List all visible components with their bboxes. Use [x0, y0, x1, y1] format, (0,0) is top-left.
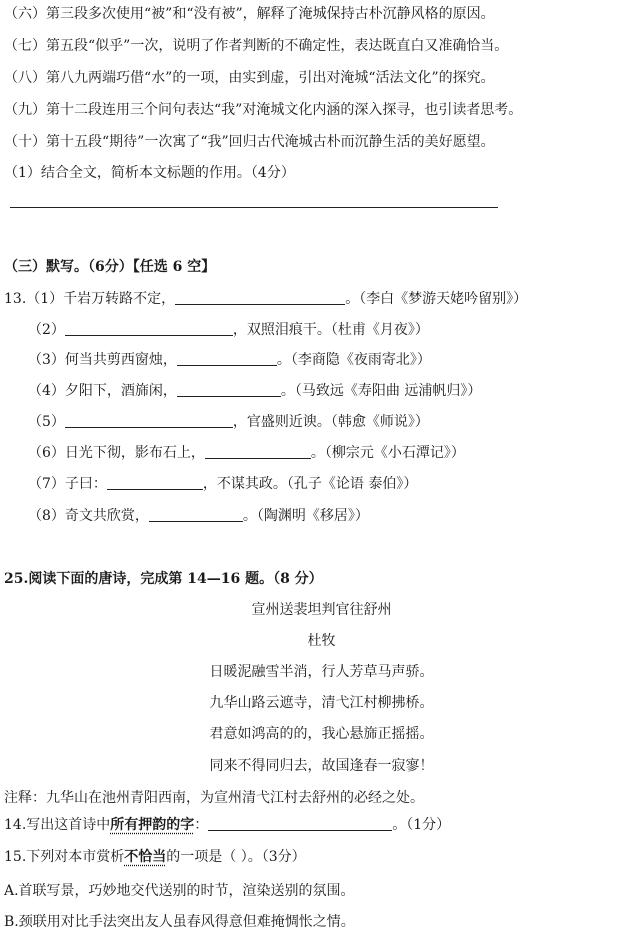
- fill-item-4-pre: （4）夕阳下，酒旆闲，: [28, 383, 177, 399]
- question-13-number: 13.: [4, 291, 27, 307]
- poem-title: 宣州送裴坦判官往舒州: [251, 602, 392, 618]
- fill-blank-3[interactable]: [177, 351, 277, 366]
- option-7: （七）第五段“似乎”一次，说明了作者判断的不确定性，表达既直白又准确恰当。: [4, 38, 509, 54]
- fill-item-4: [28, 381, 481, 401]
- fill-item-3-pre: （3）何当共剪西窗烛，: [28, 352, 177, 368]
- fill-item-7-post: ，不谋其政。（孔子《论语 泰伯》）: [202, 476, 418, 492]
- option-a: A.首联写景，巧妙地交代送别的时节，渲染送别的氛围。: [4, 883, 355, 899]
- poem-line-1: 日暖泥融雪半消，行人芳草马声骄。: [209, 664, 434, 680]
- fill-item-4-post: 。（马致远《寿阳曲 远浦帆归》）: [280, 383, 482, 399]
- question-title-analysis: （1）结合全文，简析本文标题的作用。（4分）: [4, 165, 295, 181]
- fill-blank-4[interactable]: [177, 382, 281, 397]
- section-3-heading: （三）默写。（6分）【任选 6 空】: [4, 259, 216, 275]
- fill-item-3-post: 。（李商隐《夜雨寄北》）: [276, 352, 431, 368]
- fill-item-8: [28, 506, 369, 526]
- question-15: [4, 847, 306, 867]
- question-15-pre: 15.下列对本市赏析: [4, 849, 125, 865]
- fill-item-8-post: 。（陶渊明《移居》）: [242, 508, 369, 524]
- fill-item-6-post: 。（柳宗元《小石潭记》）: [310, 445, 465, 461]
- fill-blank-6[interactable]: [205, 444, 311, 459]
- question-14-colon: ：: [194, 817, 209, 833]
- fill-item-2: [28, 320, 429, 340]
- fill-blank-1[interactable]: [175, 290, 345, 305]
- poem-note: 注释：九华山在池州青阳西南，为宣州清弋江村去舒州的必经之处。: [4, 790, 424, 806]
- fill-item-6-pre: （6）日光下彻，影布石上，: [28, 445, 205, 461]
- fill-item-5-post: ，官盛则近谀。（韩愈《师说》）: [232, 414, 429, 430]
- answer-blank-14[interactable]: [208, 816, 392, 831]
- fill-item-7-pre: （7）子曰：: [28, 476, 107, 492]
- question-15-post: 的一项是（ ）。（3分）: [166, 849, 306, 865]
- question-14-pre: 14.写出这首诗中: [4, 817, 111, 833]
- fill-item-2-pre: （2）: [28, 322, 65, 338]
- poem-line-4: 同来不得同归去，故国逢春一寂寥！: [209, 758, 434, 774]
- fill-item-1-pre: （1）千岩万转路不定，: [26, 291, 176, 307]
- fill-item-8-pre: （8）奇文共欣赏，: [28, 508, 149, 524]
- fill-blank-2[interactable]: [65, 321, 233, 336]
- option-b: B.颈联用对比手法突出友人虽春风得意但难掩惆怅之情。: [4, 914, 355, 930]
- question-15-emphasis: 不恰当: [124, 849, 167, 865]
- fill-item-2-post: ，双照泪痕干。（杜甫《月夜》）: [232, 322, 429, 338]
- poem-author: 杜牧: [307, 633, 336, 649]
- fill-blank-7[interactable]: [107, 475, 203, 490]
- question-14: [4, 815, 450, 835]
- poem-line-3: 君意如鸿高的的，我心悬旆正摇摇。: [209, 726, 434, 742]
- fill-item-3: [28, 350, 431, 370]
- answer-line[interactable]: [10, 207, 498, 208]
- question-14-post: 。（1分）: [392, 817, 451, 833]
- option-9: （九）第十二段连用三个问句表达“我”对淹城文化内涵的深入探寻，也引读者思考。: [4, 102, 523, 118]
- option-10: （十）第十五段“期待”一次寓了“我”回归古代淹城古朴而沉静生活的美好愿望。: [4, 134, 495, 150]
- fill-item-1-post: 。（李白《梦游天姥吟留别》）: [345, 291, 528, 307]
- poem-line-2: 九华山路云遮寺，清弋江村柳拂桥。: [209, 695, 434, 711]
- question-14-emphasis: 所有押韵的字: [110, 817, 195, 833]
- option-6: （六）第三段多次使用“被”和“没有被”，解释了淹城保持古朴沉静风格的原因。: [4, 6, 495, 22]
- fill-item-1: [4, 289, 527, 309]
- fill-item-7: [28, 474, 417, 494]
- fill-item-5-pre: （5）: [28, 414, 65, 430]
- fill-item-5: [28, 412, 429, 432]
- fill-item-6: [28, 443, 465, 463]
- fill-blank-8[interactable]: [149, 507, 243, 522]
- option-8: （八）第八九两端巧借“水”的一项，由实到虚，引出对淹城“活法文化”的探究。: [4, 70, 495, 86]
- section-25-heading: 25.阅读下面的唐诗，完成第 14—16 题。（8 分）: [4, 571, 323, 587]
- fill-blank-5[interactable]: [65, 413, 233, 428]
